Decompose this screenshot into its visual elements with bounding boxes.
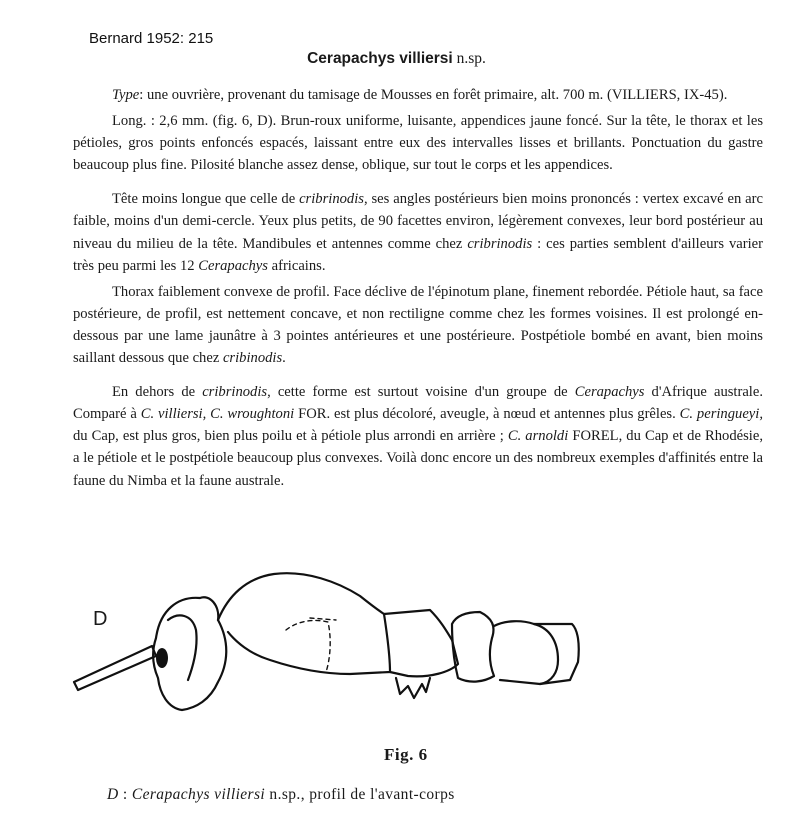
- postpetiole-outline: [494, 621, 558, 684]
- petiole-process: [396, 678, 430, 698]
- figure-caption: D : Cerapachys villiersi n.sp., profil de l'avant-corps: [107, 786, 455, 803]
- species-name: Cerapachys villiersi: [307, 50, 453, 67]
- gaster-outline: [534, 624, 579, 684]
- thorax-paragraph: Thorax faiblement convexe de profil. Face déclive de l'épinotum plane, finement rebordée. Pétiole haut, sa face postérieure, de profil, est nettement concave, et non rectiligne comme chez les formes voisines. Il est prolongé en-dessous par une lame jaunâtre à 3 pointes antérieures et une postérieure. Postpétiole bombé en avant, bien moins saillant dessous que chez cribinodis.: [73, 283, 763, 367]
- comparison-paragraph: En dehors de cribrinodis, cette forme est surtout voisine d'un groupe de Cerapachys d'Afrique australe. Comparé à C. villiersi, C. wroughtoni FOR. est plus décoloré, aveugle, à nœud et antennes plus grêles. C. peringueyi, du Cap, est plus gros, bien plus poilu et à pétiole plus arrondi en arrière ; C. arnoldi FOREL, du Cap et de Rhodésie, a le pétiole et le postpétiole beaucoup plus convexes. Voilà donc encore un des nombreux exemples d'affinités entre la faune du Nimba et la faune australe.: [73, 384, 763, 489]
- type-label: Type: [112, 87, 140, 103]
- figure-panel-letter: D: [93, 608, 108, 630]
- figure-label: Fig. 6: [384, 745, 428, 764]
- eye-mark: [156, 648, 168, 668]
- type-paragraph: Type: une ouvrière, provenant du tamisage de Mousses en forêt primaire, alt. 700 m. (VILLIERS, IX-45).: [112, 87, 728, 103]
- measurement-paragraph: Long. : 2,6 mm. (fig. 6, D). Brun-roux uniforme, luisante, appendices jaune foncé. Sur la tête, le thorax et les pétioles, gros points enfoncés espacés, laissant entre eux des intervalles lisses et brillants. Ponctuation du gastre beaucoup plus fine. Pilosité blanche assez dense, oblique, sur tout le corps et les appendices.: [73, 113, 763, 174]
- propodeum-outline: [384, 610, 458, 676]
- thorax-outline: [218, 573, 390, 674]
- citation: Bernard 1952: 215: [89, 30, 214, 47]
- antenna-outline: [74, 646, 156, 690]
- suture-line: [286, 620, 330, 672]
- petiole-outline: [452, 612, 494, 682]
- head-paragraph: Tête moins longue que celle de cribrinodis, ses angles postérieurs bien moins prononcés : vertex excavé en arc faible, moins d'un demi-cercle. Yeux plus petits, de 90 facettes environ, légèrement convexes, leur bord postérieur au niveau du milieu de la tête. Mandibules et antennes comme chez cribrinodis : ces parties semblent d'ailleurs varier très peu parmi les 12 Cerapachys africains.: [73, 191, 763, 274]
- head-inner-line: [168, 615, 197, 680]
- species-title: [0, 50, 793, 68]
- suture-line-2: [310, 618, 336, 620]
- description-body: [73, 84, 763, 492]
- ant-profile-drawing: [60, 560, 660, 740]
- species-suffix: n.sp.: [456, 50, 486, 67]
